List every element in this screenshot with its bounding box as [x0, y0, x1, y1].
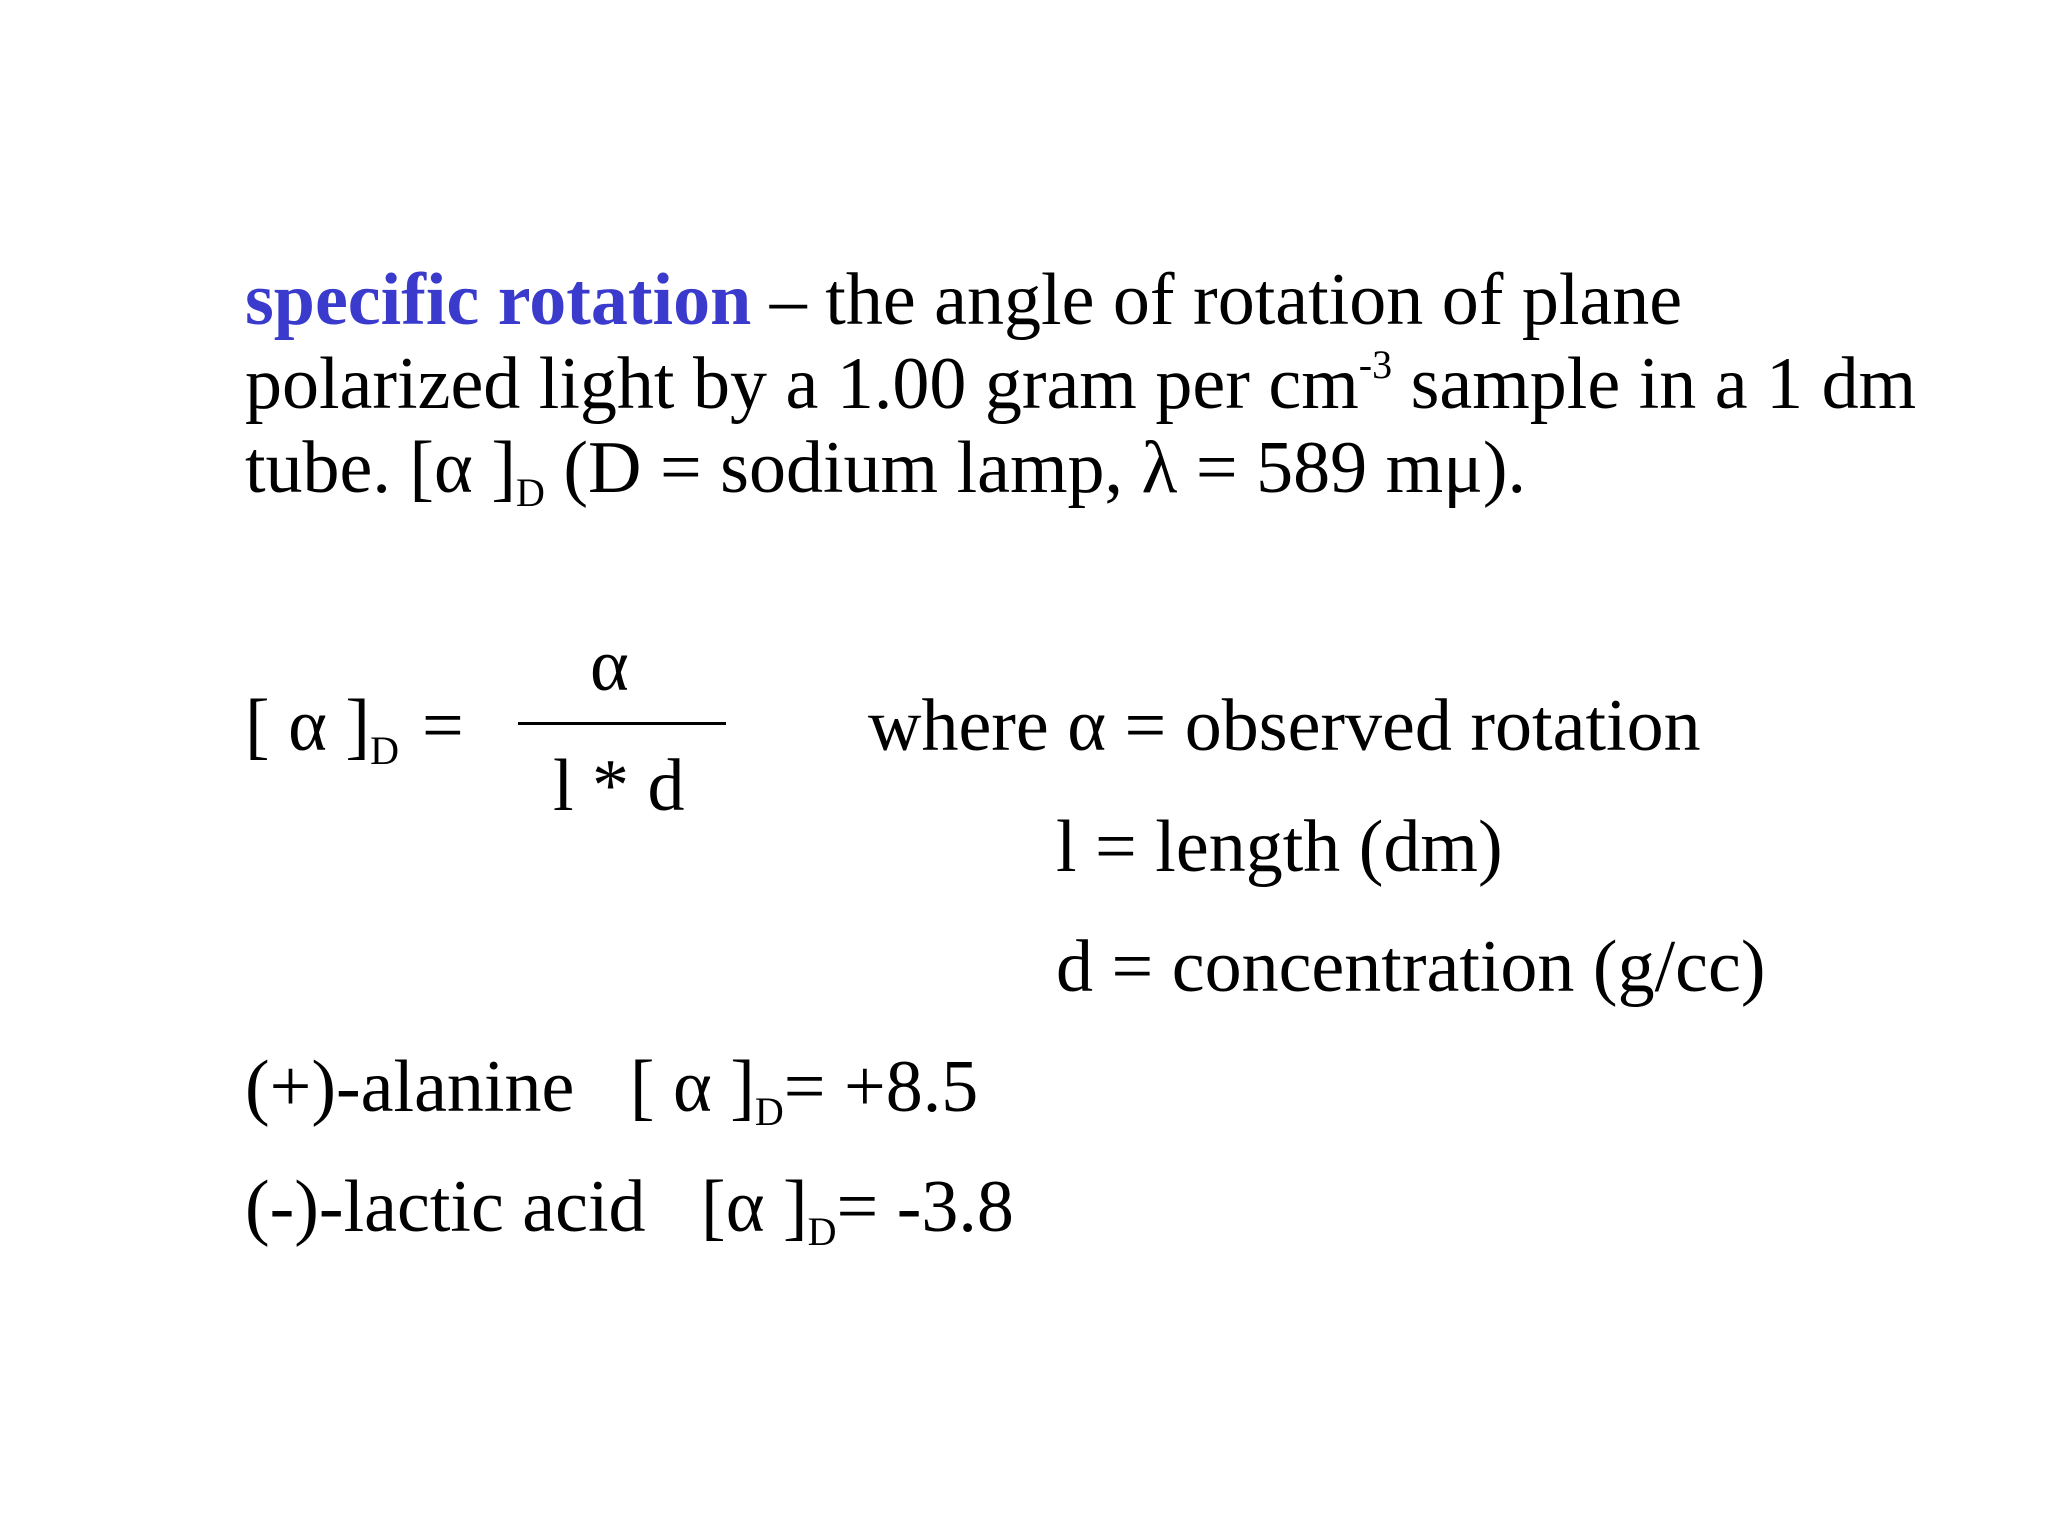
fraction-bar: [518, 722, 726, 725]
example-lactic-acid-symbol: [α ]: [701, 1166, 808, 1248]
definition-line-3-text-b: (D = sodium lamp, λ = 589 mμ).: [544, 427, 1527, 509]
definition-line-3-text-a: tube. [α ]: [245, 427, 516, 509]
example-alanine-name: (+)-alanine: [245, 1046, 575, 1128]
example-lactic-acid-subscript: D: [807, 1209, 837, 1254]
subscript-d: D: [515, 470, 545, 515]
definition-line-3: [245, 426, 1845, 515]
definition-line-2-text-a: polarized light by a 1.00 gram per cm: [245, 343, 1359, 425]
formula-numerator: α: [590, 625, 629, 707]
formula-lhs: [245, 684, 399, 773]
example-alanine-symbol: [ α ]: [629, 1046, 755, 1128]
term-specific-rotation: specific rotation: [245, 259, 752, 341]
where-alpha-definition: where α = observed rotation: [868, 685, 1701, 767]
definition-line-1: [245, 258, 1845, 342]
definition-line-2: [245, 342, 1917, 426]
example-alanine-value: = +8.5: [783, 1046, 979, 1128]
formula-lhs-symbol: [ α ]: [245, 685, 371, 767]
concentration-definition: d = concentration (g/cc): [1056, 926, 1766, 1008]
example-lactic-acid: [245, 1165, 1014, 1254]
example-lactic-acid-value: = -3.8: [836, 1166, 1014, 1248]
definition-line-2-text-b: sample in a 1 dm: [1392, 343, 1917, 425]
example-alanine-subscript: D: [754, 1089, 784, 1134]
formula-equals: =: [422, 685, 464, 767]
formula-lhs-subscript: D: [370, 728, 399, 773]
example-lactic-acid-name: (-)-lactic acid: [245, 1166, 646, 1248]
exponent: -3: [1358, 342, 1393, 387]
formula-denominator: l * d: [553, 745, 685, 827]
definition-paragraph: [245, 258, 1917, 515]
length-definition: l = length (dm): [1056, 806, 1503, 888]
example-alanine: [245, 1045, 979, 1134]
definition-line-1-text: – the angle of rotation of plane: [751, 259, 1683, 341]
